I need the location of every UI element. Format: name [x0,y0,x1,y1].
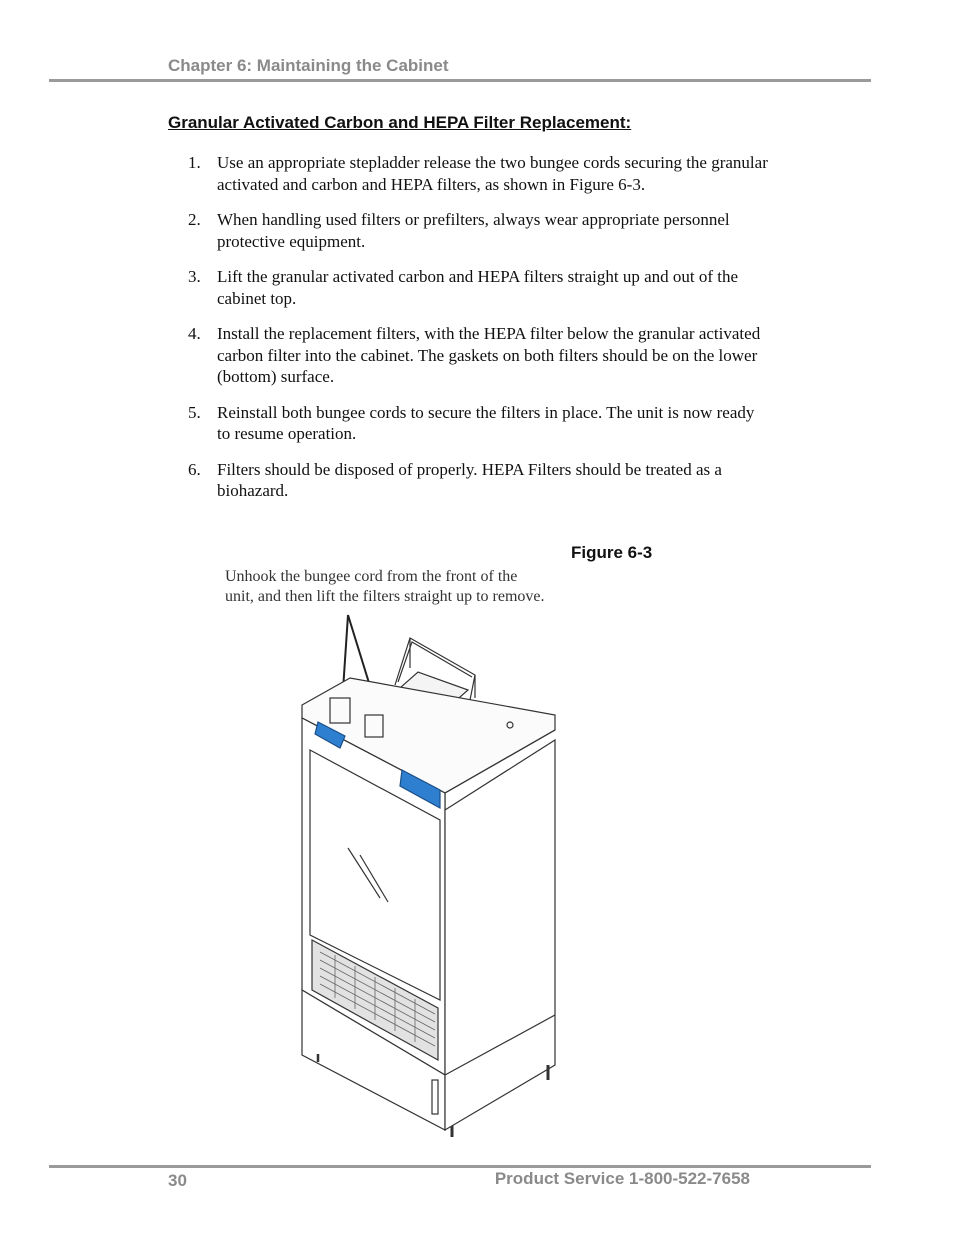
figure-label: Figure 6-3 [571,543,653,562]
list-item [188,209,768,252]
page-number: 30 [168,1171,187,1190]
caption-line: Unhook the bungee cord from the front of the [225,568,518,585]
step-number: 1. [188,153,201,172]
step-text: Use an appropriate stepladder release the two bungee cords securing the granular activated and carbon and HEPA filters, as shown in Figure 6-3. [217,153,768,194]
chapter-title: Chapter 6: Maintaining the Cabinet [168,56,449,75]
steps-list [188,152,768,516]
step-number: 6. [188,459,201,479]
step-number: 4. [188,324,201,343]
cabinet-illustration [290,610,580,1140]
header-rule [49,79,871,82]
step-text: Filters should be disposed of properly. HEPA Filters should be treated as a biohazard. [217,459,722,500]
list-item [188,402,768,445]
list-item [188,459,768,502]
step-text: Lift the granular activated carbon and HEPA filters straight up and out of the cabinet top. [217,267,739,308]
step-text: When handling used filters or prefilters, always wear appropriate personnel protective equipment. [217,210,730,251]
footer-rule [49,1165,871,1168]
step-number: 2. [188,210,201,229]
product-service: Product Service 1-800-522-7658 [494,1169,750,1188]
step-number: 3. [188,267,201,286]
figure-caption [225,567,605,607]
step-number: 5. [188,402,201,422]
list-item [188,323,768,388]
caption-line: unit, and then lift the filters straight up to remove. [225,588,545,605]
list-item [188,152,768,195]
list-item [188,266,768,309]
section-heading: Granular Activated Carbon and HEPA Filter Replacement: [168,113,632,132]
step-text: Reinstall both bungee cords to secure the filters in place. The unit is now ready to resume operation. [217,402,755,443]
cabinet-side [445,740,555,1130]
step-text: Install the replacement filters, with the HEPA filter below the granular activated carbon filter into the cabinet. The gaskets on both filters should be on the lower (bottom) surface. [217,324,761,386]
